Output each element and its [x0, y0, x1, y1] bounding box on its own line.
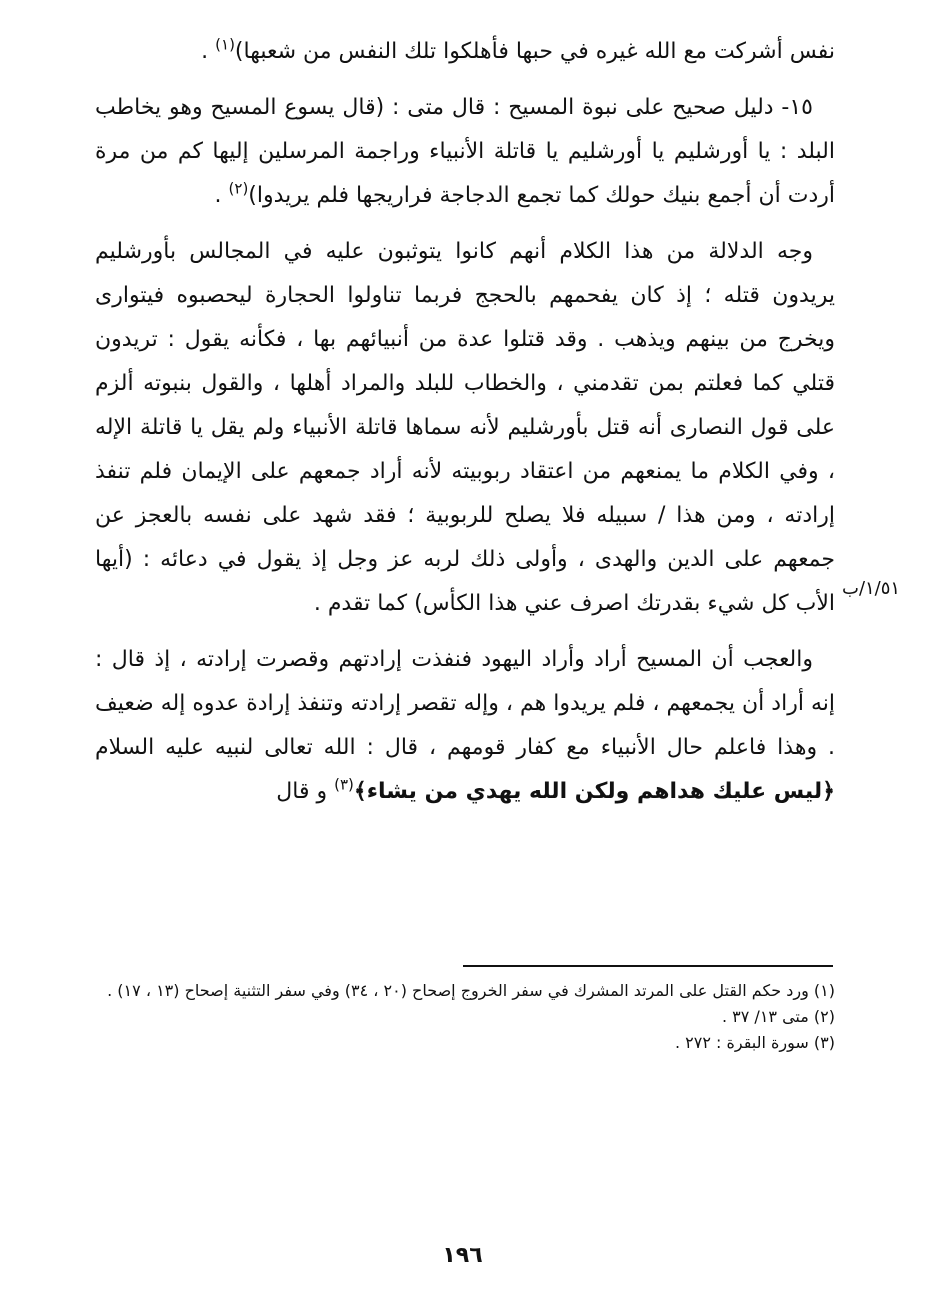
- paragraph-4-end: و قال: [276, 779, 335, 804]
- paragraph-1-text: نفس أشركت مع الله غيره في حبها فأهلكوا تلك النفس من شعبها): [234, 39, 835, 64]
- quran-quote: ﴿ليس عليك هداهم ولكن الله يهدي من يشاء﴾: [353, 779, 835, 804]
- manuscript-folio-marker: ١/٥١/ب: [842, 578, 901, 599]
- page-number: ١٩٦: [442, 1243, 483, 1268]
- paragraph-2: [95, 86, 835, 218]
- footnote-2: (٢) متى ١٣/ ٣٧ .: [721, 1007, 835, 1026]
- paragraph-1-end: .: [201, 39, 216, 64]
- paragraph-2-end: .: [214, 183, 229, 208]
- footnote-ref-3: (٣): [334, 775, 354, 794]
- footnote-ref-2: (٢): [228, 179, 249, 198]
- paragraph-2-text: ١٥- دليل صحيح على نبوة المسيح : قال متى : (قال يسوع المسيح وهو يخاطب البلد : يا أورشليم يا أورشليم يا قاتلة الأنبياء وراجمة المرسلين إليها كم من مرة أردت أن أجمع بنيك حولك كما تجمع الدجاجة فراريجها فلم يريدوا): [95, 95, 835, 208]
- footnote-3: (٣) سورة البقرة : ٢٧٢ .: [674, 1033, 835, 1052]
- main-text: [95, 30, 835, 826]
- paragraph-4-text: والعجب أن المسيح أراد وأراد اليهود فنفذت إرادتهم وقصرت إرادته ، إذ قال : إنه أراد أن يجمعهم ، فلم يريدوا هم ، وإله تقصر إرادته وتنفذ إرادة عدوه إله ضعيف . وهذا فاعلم حال الأنبياء مع كفار قومهم ، قال : الله تعالى لنبيه عليه السلام: [95, 647, 835, 760]
- footnote-1: (١) ورد حكم القتل على المرتد المشرك في سفر الخروج إصحاح (٢٠ ، ٣٤) وفي سفر التثنية إصحاح (١٣ ، ١٧) .: [107, 981, 835, 1000]
- paragraph-3: [95, 230, 835, 626]
- footnote-divider: [463, 965, 833, 967]
- paragraph-4: [95, 638, 835, 814]
- footnotes: [95, 978, 835, 1056]
- paragraph-3-text: وجه الدلالة من هذا الكلام أنهم كانوا يتوثبون عليه في المجالس بأورشليم يريدون قتله ؛ إذ كان يفحمهم بالحجج فربما تناولوا الحجارة ليحصبوه فيتوارى ويخرج من بينهم ويذهب . وقد قتلوا عدة من أنبيائهم بها ، فكأنه يقول : تريدون قتلي كما فعلتم بمن تقدمني ، والخطاب للبلد والمراد أهلها ، والقول بنبوته ألزم على قول النصارى أنه قتل بأورشليم لأنه سماها قاتلة الأنبياء ولم يقل يا قاتلة الإله ، وفي الكلام ما يمنعهم من اعتقاد ربوبيته لأنه أراد جمعهم على الإيمان فلم تنفذ إرادته ، ومن هذا / سبيله فلا يصلح للربوبية ؛ فقد شهد على نفسه بالعجز عن جمعهم على الدين والهدى ، وأولى ذلك لربه عز وجل إذ يقول في دعائه : (أيها الأب كل شيء بقدرتك اصرف عني هذا الكأس) كما تقدم .: [95, 239, 835, 616]
- footnote-ref-1: (١): [215, 35, 235, 54]
- paragraph-1: [95, 30, 835, 74]
